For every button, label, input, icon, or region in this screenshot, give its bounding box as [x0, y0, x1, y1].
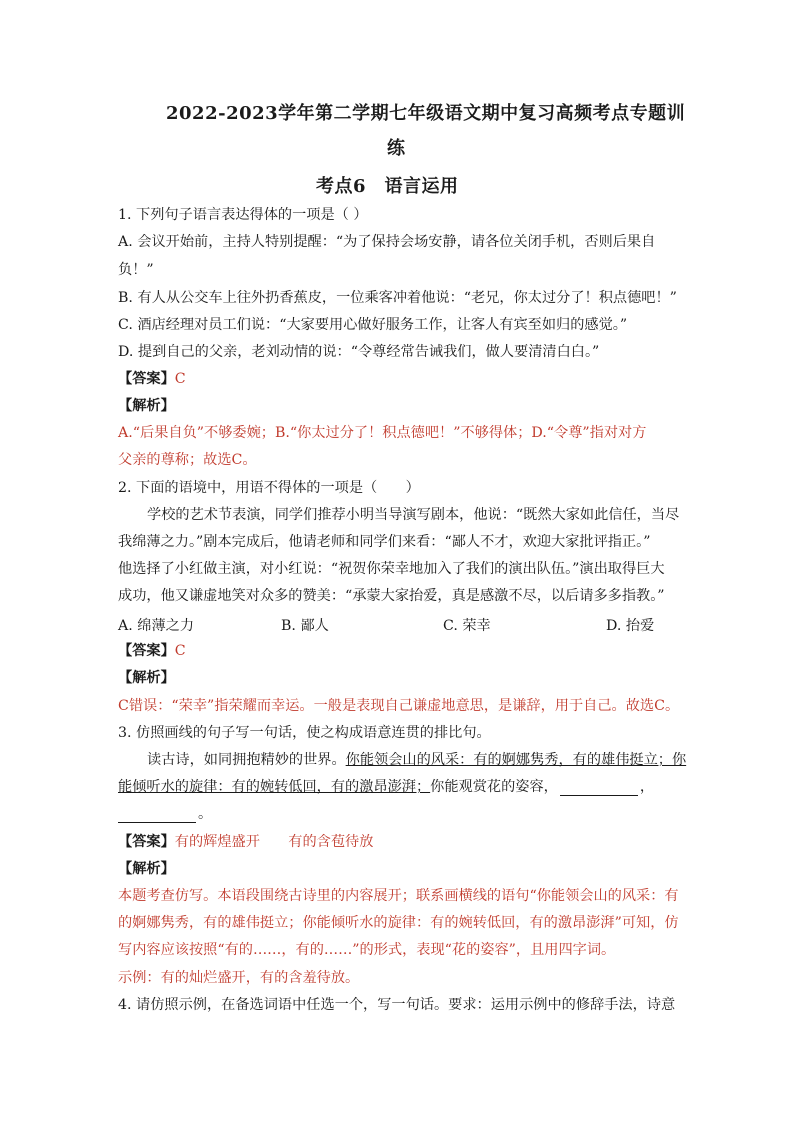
q4-stem: 4. 请仿照示例，在备选词语中任选一个，写一句话。要求：运用示例中的修辞手法，诗意	[118, 997, 676, 1013]
q3-answer	[118, 833, 373, 851]
q1-analysis-line1: A.“后果自负”不够委婉；B.“你太过分了！积点德吧！”不够得体；D.“令尊”指对对方	[118, 425, 647, 441]
q3-stem: 3. 仿照画线的句子写一句话，使之构成语意连贯的排比句。	[118, 725, 491, 741]
q2-passage-line4: 成功，他又谦虚地笑对众多的赞美：“承蒙大家抬爱，真是感激不尽，以后请多多指教。”	[118, 588, 665, 604]
q2-passage-line1: 学校的艺术节表演，同学们推荐小明当导演写剧本，他说：“既然大家如此信任，当尽	[147, 507, 680, 523]
q1-option-d: D. 提到自己的父亲，老刘动情的说：“令尊经常告诫我们，做人要清清白白。”	[118, 344, 600, 360]
q3-period: 。	[198, 806, 213, 822]
q2-analysis-line1: C错误：“荣幸”指荣耀而幸运。一般是表现自己谦虚地意思，是谦辞，用于自己。故选C。	[118, 698, 680, 714]
q2-passage-line3: 他选择了小红做主演，对小红说：“祝贺你荣幸地加入了我们的演出队伍。”演出取得巨大	[118, 561, 665, 577]
q3-blank-1[interactable]	[560, 781, 638, 796]
analysis-label: 【解析】	[118, 398, 175, 414]
q3-analysis-line4: 示例：有的灿烂盛开，有的含羞待放。	[118, 970, 360, 986]
q2-analysis-label	[118, 669, 175, 687]
q3-blank-2[interactable]	[118, 808, 196, 823]
q2-passage-line2: 我绵薄之力。”剧本完成后，他请老师和同学们来看：“鄙人不才，欢迎大家批评指正。”	[118, 534, 651, 550]
doc-subtitle: 考点6 语言运用	[316, 176, 459, 197]
q3-passage-line2	[118, 778, 654, 796]
q3-passage-flowers: 你能观赏花的姿容，	[430, 779, 558, 795]
q3-underlined-sentence-part2: 能倾听水的旋律：有的婉转低回，有的激昂澎湃；	[118, 779, 431, 795]
q1-stem: 1. 下列句子语言表达得体的一项是（ ）	[118, 207, 368, 223]
q2-answer	[118, 642, 186, 660]
q1-option-b: B. 有人从公交车上往外扔香蕉皮，一位乘客冲着他说：“老兄，你太过分了！积点德吧！”	[118, 290, 677, 306]
q3-analysis-label	[118, 860, 175, 878]
q3-analysis-line1: 本题考查仿写。本语段围绕古诗里的内容展开；联系画横线的语句“你能领会山的风采：有	[118, 888, 679, 904]
q3-analysis-line2: 的婀娜隽秀，有的雄伟挺立；你能倾听水的旋律：有的婉转低回，有的激昂澎湃”可知，仿	[118, 915, 679, 931]
q1-analysis-label	[118, 397, 175, 415]
q3-underlined-sentence-part1: 你能领会山的风采：有的婀娜隽秀，有的雄伟挺立；你	[345, 752, 687, 768]
q2-option-c: C. 荣幸	[443, 618, 491, 634]
doc-title-line1: 2022-2023学年第二学期七年级语文期中复习高频考点专题训	[166, 103, 686, 124]
answer-value: 有的辉煌盛开 有的含苞待放	[174, 834, 374, 850]
q3-passage-line3	[118, 805, 212, 823]
q2-option-a: A. 绵薄之力	[118, 618, 195, 634]
answer-label: 【答案】	[118, 371, 175, 387]
doc-title-line2: 练	[387, 138, 406, 159]
answer-value: C	[174, 643, 186, 659]
q1-option-a-line1: A. 会议开始前，主持人特别提醒：“为了保持会场安静，请各位关闭手机，否则后果自	[118, 234, 656, 250]
q2-option-d: D. 抬爱	[606, 618, 655, 634]
answer-label: 【答案】	[118, 643, 175, 659]
q3-analysis-line3: 写内容应该按照“有的……，有的……”的形式，表现“花的姿容”，且用四字词。	[118, 942, 616, 958]
q3-passage-line1	[147, 751, 686, 769]
q1-answer	[118, 370, 186, 388]
answer-value: C	[174, 371, 186, 387]
analysis-label: 【解析】	[118, 670, 175, 686]
q1-analysis-line2: 父亲的尊称；故选C。	[118, 452, 257, 468]
q2-stem: 2. 下面的语境中，用语不得体的一项是（ ）	[118, 480, 420, 496]
q1-option-a-line2: 负！”	[118, 262, 154, 278]
answer-label: 【答案】	[118, 834, 175, 850]
q3-comma: ，	[639, 779, 655, 795]
q2-option-b: B. 鄙人	[281, 618, 329, 634]
analysis-label: 【解析】	[118, 861, 175, 877]
q1-option-c: C. 酒店经理对员工们说：“大家要用心做好服务工作，让客人有宾至如归的感觉。”	[118, 317, 628, 333]
q3-passage-intro: 读古诗，如同拥抱精妙的世界。	[147, 752, 346, 768]
